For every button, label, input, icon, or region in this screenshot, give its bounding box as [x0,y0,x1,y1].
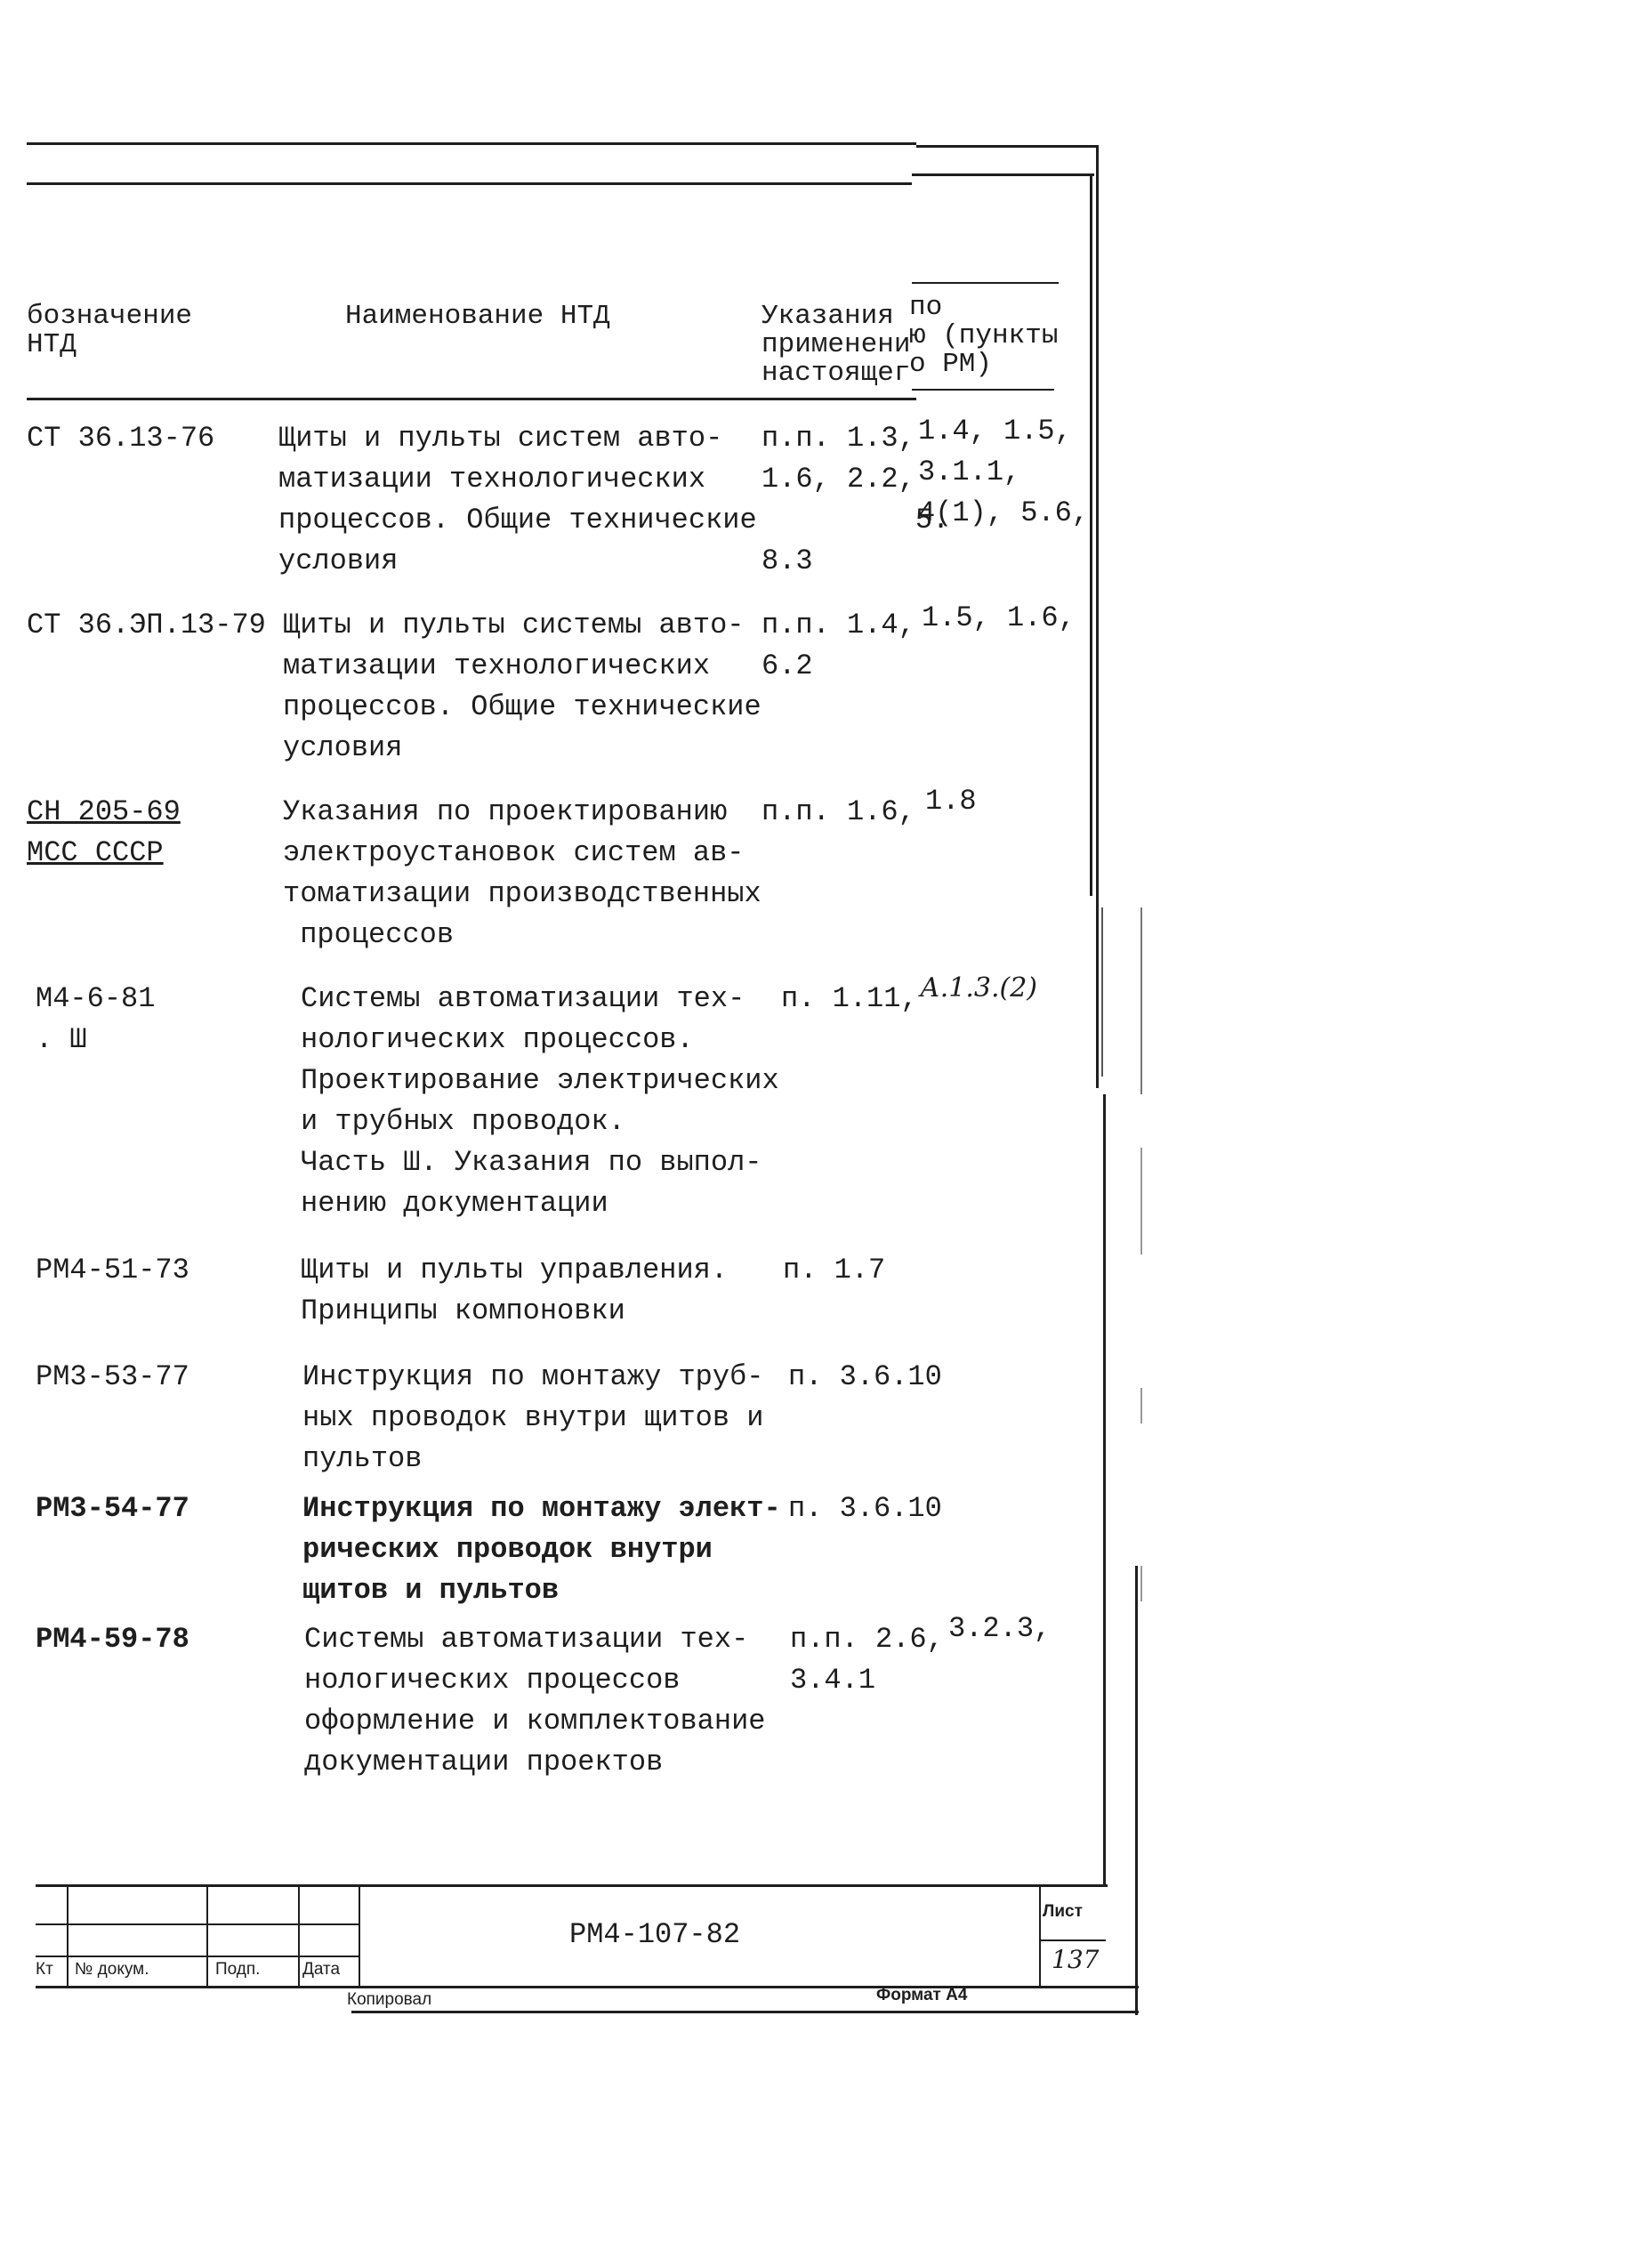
stamp-col-divider [359,1886,360,1988]
stamp-col-kt: Кт [36,1960,53,1979]
stamp-sheet-divider [1039,1886,1041,1988]
entry-points-handwritten: А.1.3.(2) [920,972,1037,1004]
header-designation: бозначение НТД [27,301,193,360]
frame-right-outer [1096,145,1099,1088]
entry-clause: п.п. 2.6, 3.4.1 [790,1623,944,1697]
entry-code: РМ4-59-78 [36,1623,189,1656]
stamp-row-rule [36,1956,360,1957]
stamp-sheet-row-rule [1039,1939,1106,1941]
stamp-bottom-rule-2 [351,2011,1139,2013]
stamp-row-rule [36,1923,360,1925]
top-rule-2 [27,182,912,185]
entry-clause: п. 1.7 [783,1254,886,1286]
frame-right-lower [1103,1094,1106,1886]
edge-fragment [1140,1148,1142,1254]
entry-points: 1.5, 1.6, [922,601,1076,634]
header-top-rule [912,282,1059,284]
entry-name: Щиты и пульты систем авто- матизации технологических процессов. Общие технические условия [278,422,757,577]
stamp-format-label: Формат А4 [876,1986,968,2004]
entry-code: РМ3-54-77 [36,1492,189,1525]
entry-clause: п.п. 1.3, 1.6, 2.2, 5. 8.3 [762,422,950,577]
entry-code: СТ 36.ЭП.13-79 [27,609,266,641]
entry-code: СН 205-69 МСС СССР [27,795,181,869]
entry-clause: п. 1.11, [781,982,918,1015]
entry-name: Щиты и пульты управления. Принципы компоновки [301,1254,729,1327]
stamp-col-date: Дата [302,1960,341,1979]
entry-points: 1.4, 1.5, 3.1.1, 4(1), 5.6, [918,415,1090,529]
entry-name: Указания по проектированию электроустановок систем ав- томатизации производственных процессов [283,795,762,951]
frame-right-inner [1090,175,1092,896]
edge-fragment [1101,907,1103,1077]
entry-name: Инструкция по монтажу труб- ных проводок внутри щитов и пультов [302,1360,764,1475]
top-rule-1 [27,142,916,145]
entry-points: 3.2.3, [948,1612,1052,1645]
frame-right-outer-lower [1135,1566,1138,2015]
header-bottom-rule [27,398,916,400]
stamp-col-doc: № докум. [75,1960,149,1979]
stamp-col-divider [206,1884,208,1987]
stamp-bottom-rule [36,1986,1139,1988]
edge-fragment [1140,1388,1142,1423]
stamp-col-sign: Подп. [215,1960,261,1979]
stamp-top-rule [36,1884,1108,1887]
stamp-sheet-number: 137 [1052,1945,1100,1974]
header-points: по ю (пункты о РМ) [909,292,1059,380]
entry-points: 1.8 [925,785,977,818]
entry-clause: п.п. 1.6, [762,795,915,828]
header-name: Наименование НТД [345,301,610,332]
stamp-doc-code: РМ4-107-82 [569,1918,741,1951]
entry-code: РМ3-53-77 [36,1360,189,1393]
entry-name: Системы автоматизации тех- нологических процессов. Проектирование электрических и трубных проводок. Часть Ш. Указания по выпол- нению документации [301,982,779,1220]
stamp-copied-label: Копировал [347,1990,432,2009]
entry-clause: п.п. 1.4, 6.2 [762,609,915,682]
header-where-applied: Указания применени настоящег [762,301,911,389]
entry-code: М4-6-81 . Ш [36,982,156,1056]
entry-name: Системы автоматизации тех- нологических процессов оформление и комплектование документации проектов [304,1623,766,1778]
edge-fragment [1140,1566,1142,1601]
header-bottom-rule-right [912,389,1054,391]
entry-clause: п. 3.6.10 [788,1492,942,1525]
stamp-col-divider [298,1884,300,1987]
edge-fragment [1140,907,1142,1094]
entry-name: Щиты и пульты системы авто- матизации технологических процессов. Общие технические условия [283,609,762,764]
frame-top-right [916,145,1099,148]
entry-name: Инструкция по монтажу элект- рических проводок внутри щитов и пультов [302,1492,781,1607]
frame-inner-top [912,173,1094,176]
entry-code: РМ4-51-73 [36,1254,189,1286]
stamp-col-divider [67,1884,68,1987]
entry-clause: п. 3.6.10 [788,1360,942,1393]
stamp-sheet-label: Лист [1043,1902,1083,1921]
entry-code: СТ 36.13-76 [27,422,215,455]
